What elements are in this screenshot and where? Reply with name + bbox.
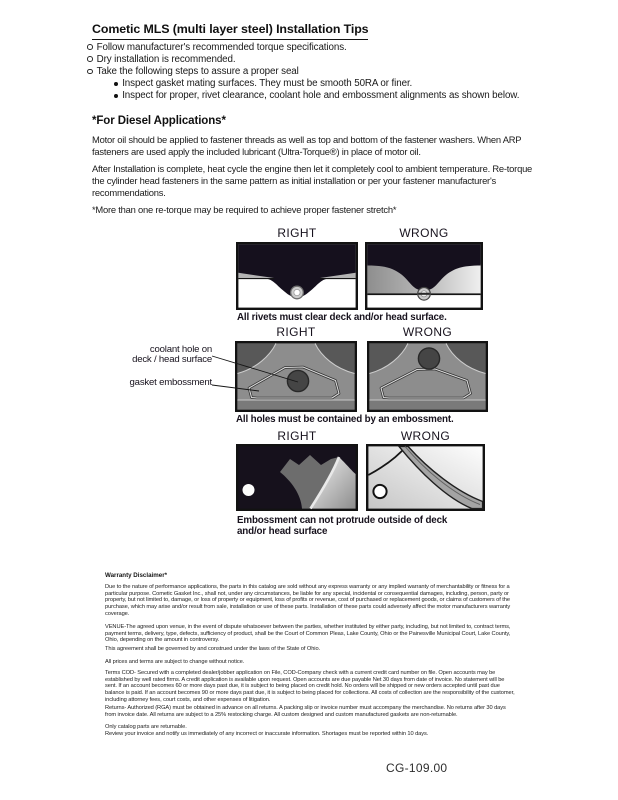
warranty-venue-paragraph: VENUE-The agreed upon venue, in the event of dispute whatsoever between the parties, whether instituted by either party, including, but not limited to, contract terms, payment terms, delivery, type, defects, sufficiency of product, shall be the Court of Common Pleas, Lake County, Ohio or the Painesville Municipal Court, Lake County, Ohio, depending on the amount in controversy.	[105, 624, 511, 644]
callout-leader-lines	[205, 349, 305, 395]
bolt-hole-icon	[243, 484, 255, 496]
filled-bullet-icon	[114, 94, 118, 98]
coolant-hole-icon	[418, 348, 439, 369]
warranty-heading: Warranty Disclaimer*	[105, 572, 168, 579]
list-item	[114, 78, 519, 90]
open-bullet-icon	[87, 69, 93, 75]
warranty-returns-paragraph: Returns- Authorized (RGA) must be obtained in advance on all returns. A packing slip or invoice number must accompany the merchandise. No returns after 30 days from invoice date. All returns are subject to a 25% restocking charge. All custom designed and custom manufactured gaskets are non-returnable.	[105, 705, 506, 718]
row2-caption: All holes must be contained by an embossment.	[236, 414, 454, 425]
retorque-note: *More than one re-torque may be required to achieve proper fastener stretch*	[92, 204, 397, 215]
wrong-label: WRONG	[400, 429, 451, 443]
diesel-paragraph-2: After Installation is complete, heat cycle the engine then let it completely cool to ambient temperature. Re-torque the cylinder head fasteners in the same pattern as initial installation or per your fastener manufacturer's recommendations.	[92, 163, 533, 198]
list-item	[87, 65, 519, 77]
filled-bullet-icon	[114, 82, 118, 86]
wrong-label: WRONG	[402, 325, 453, 339]
bullet-text: Inspect gasket mating surfaces. They must be smooth 50RA or finer.	[122, 78, 413, 90]
list-item	[87, 53, 519, 65]
rivet-clearance-wrong-diagram	[365, 242, 483, 310]
bullet-text: Follow manufacturer's recommended torque specifications.	[96, 41, 347, 53]
list-item	[87, 41, 519, 53]
open-bullet-icon	[87, 44, 93, 50]
open-bullet-icon	[87, 56, 93, 62]
right-label: RIGHT	[277, 226, 317, 240]
embossment-containment-wrong-diagram	[367, 341, 488, 412]
page-code: CG-109.00	[386, 761, 448, 775]
install-tips-list	[87, 41, 519, 102]
row3-caption: Embossment can not protrude outside of deck and/or head surface	[237, 515, 448, 537]
wrong-label: WRONG	[399, 226, 449, 240]
list-item	[114, 90, 519, 102]
bullet-text: Take the following steps to assure a proper seal	[96, 65, 299, 77]
rivet-clearance-right-diagram	[236, 242, 358, 310]
right-label: RIGHT	[277, 429, 317, 443]
row1-caption: All rivets must clear deck and/or head surface.	[237, 312, 447, 323]
warranty-prices-line: All prices and terms are subject to change without notice.	[105, 659, 245, 665]
gasket-embossment-callout: gasket embossment	[129, 377, 212, 388]
warranty-only-line: Only catalog parts are returnable.	[105, 724, 187, 730]
right-label: RIGHT	[276, 325, 316, 339]
warranty-governed-line: This agreement shall be governed by and construed under the laws of the State of Ohio.	[105, 646, 321, 652]
embossment-protrusion-right-diagram	[236, 444, 358, 511]
page-title: Cometic MLS (multi layer steel) Installation Tips	[92, 22, 368, 40]
diesel-paragraph-1: Motor oil should be applied to fastener threads as well as top and bottom of the fastener washers. When ARP fasteners are used apply the included lubricant (Ultra-Torque®) in place of motor oil.	[92, 134, 522, 157]
bullet-text: Inspect for proper, rivet clearance, coolant hole and embossment alignments as shown below.	[122, 90, 520, 102]
coolant-hole-callout: coolant hole on deck / head surface	[132, 344, 212, 366]
warranty-review-line: Review your invoice and notify us immediately of any incorrect or inaccurate information. Shortages must be reported within 10 days.	[105, 730, 429, 737]
bolt-hole-icon	[373, 485, 386, 498]
warranty-terms-paragraph: Terms COD- Secured with a completed dealer/jobber application on File, COD-Company check with a current credit card number on file. Open accounts may be established by well rated firms. A credit application is available upon request. Open accounts are due payable Net 30 days from date of invoice. No statement will be sent. If an account becomes 60 or more days past due, it is subject to being placed on credit hold. No orders will be shipped or new orders accepted until past due balance is paid. If an account becomes 90 or more days past due, it is subject to being placed for collections. All costs of collection are the responsibility of the customer, including attorney fees, court costs, and other expenses of litigation.	[105, 670, 515, 703]
warranty-nature-paragraph: Due to the nature of performance applications, the parts in this catalog are sold without any express warranty or any implied warranty of merchantability or fitness for a particular purpose. Cometic Gasket Inc., shall not, under any circumstances, be liable for any special, incidental or consequential damages, including, person, party or property, but not limited to, damage, or loss of property or equipment, loss of profits or revenue, cost of purchased or replacement goods, or claims of customers of the purchase, which may arise and/or result from sale, installation or use of these parts. Installation of these parts could adversely affect the motor manufacturers warranty coverage.	[105, 584, 511, 617]
diesel-applications-heading: *For Diesel Applications*	[92, 115, 226, 127]
embossment-protrusion-wrong-diagram	[366, 444, 485, 511]
bullet-text: Dry installation is recommended.	[96, 53, 236, 65]
